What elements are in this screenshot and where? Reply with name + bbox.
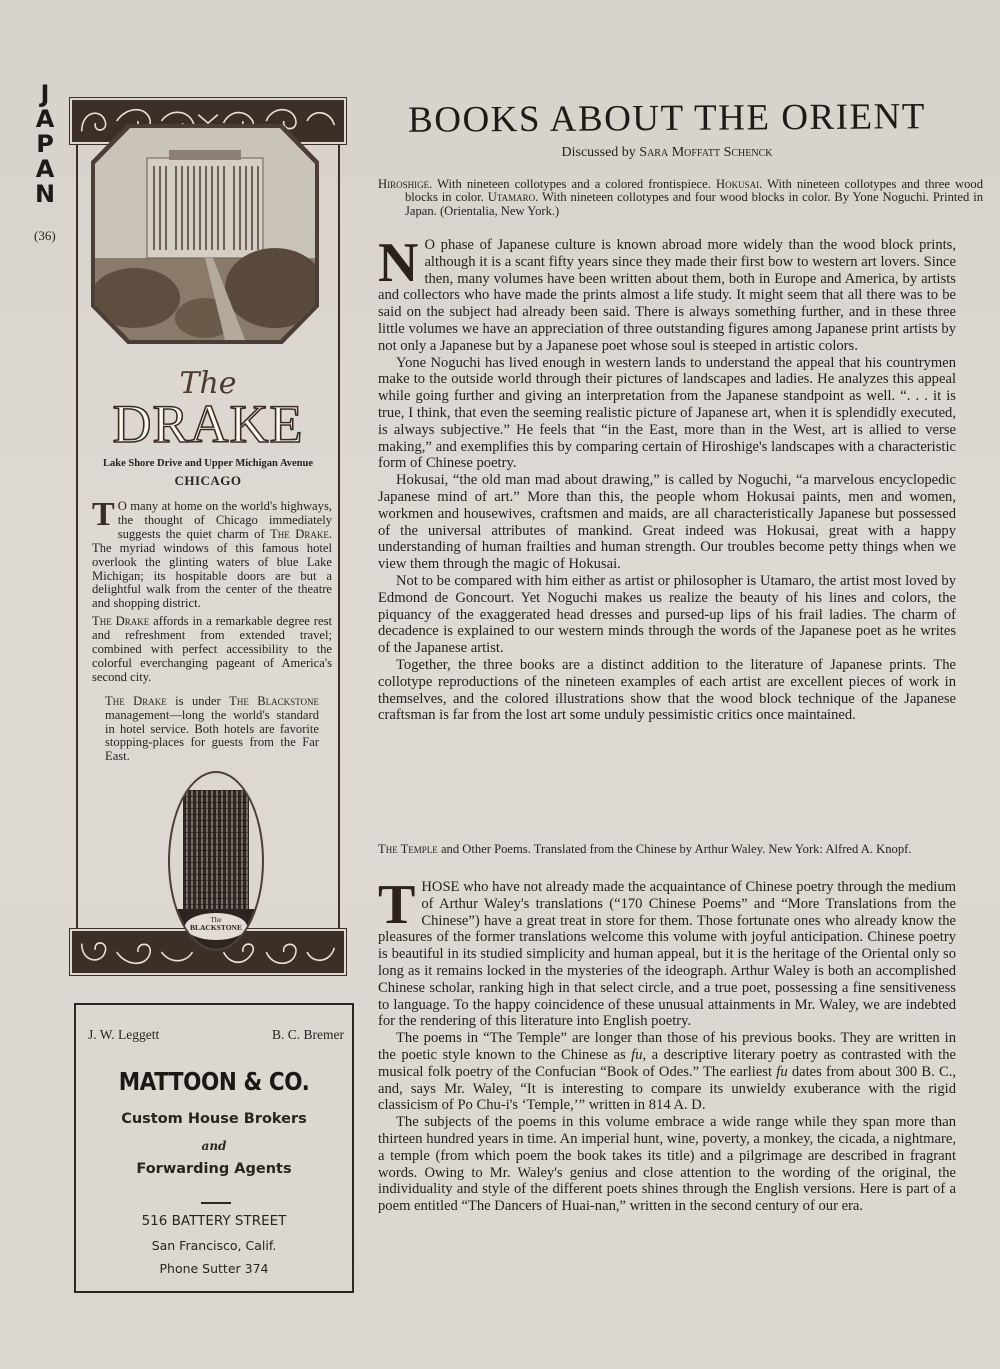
drake-city: CHICAGO <box>174 473 242 488</box>
review-paragraph: The subjects of the poems in this volume embrace a wide range while they span more than thirteen hundred years in time. An imperial hunt, wine, poverty, a monkey, the cicada, a nightmare, a temple (from which poem the book takes its title) and a pilgrimage are described in fragrant words. Owing to Mr. Waley's genius and close attention to the wording of the original, the individuality and style of the different poets shines through the English versions. Here is part of a poem entitled “The Dancers of Huai-nan,” written in the second century of our era. <box>378 1114 956 1215</box>
review-hiroshige-hokusai-utamaro <box>378 232 956 724</box>
text: management—long the world's standard in hotel service. Both hotels are favorite stopping-places for guests from the Far East. <box>105 707 319 764</box>
blackstone-nameplate <box>184 912 248 941</box>
running-head-letter: N <box>34 180 56 208</box>
text: O phase of Japanese culture is known abroad more widely than the wood block prints, although it is a scant fifty years since they made their first bow to western art lovers. Since then, many volumes have been written about them, both in Europe and America, by artists and collectors who have made the prints almost a life study. It might seem that all there was to be said on the subject had already been said. There is always something further, and in these three little volumes we have an appreciation of three outstanding figures among Japanese print artists by not only a Japanese but by a Japanese poet whose soul is steeped in artistic colors. <box>378 237 956 354</box>
term: fu <box>631 1046 643 1063</box>
divider <box>201 1202 231 1204</box>
article-title: BOOKS ABOUT THE ORIENT <box>407 96 927 141</box>
text: The <box>210 916 222 924</box>
drake-management-note <box>105 695 319 764</box>
book-citation <box>378 843 983 856</box>
book-title: Hokusai. <box>715 177 763 191</box>
review-paragraph: Hokusai, “the old man mad about drawing,” is called by Noguchi, “a marvelous encyclopedic Japanese mind of art.” More than this, the people whom Hokusai paints, men and women, workmen and housewives, craftsmen and maids, are all characteristically Japanese but possessed of the universal attributes of mankind. Great indeed was Hokusai, great with a happy understanding of human frailties and human strength. Our troubles become petty things when we view them through the magic of Hokusai. <box>378 472 956 573</box>
citation-text: and Other Poems. Translated from the Chinese by Arthur Waley. New York: Alfred A. Knopf. <box>437 842 912 856</box>
running-head-letter: J <box>40 80 50 108</box>
partner-name: J. W. Leggett <box>88 1027 160 1042</box>
review-paragraph: Yone Noguchi has lived enough in western lands to understand the appeal that his countrymen make to the outside world through their pictures of landscapes and ladies. He analyzes this appeal while going further and giving an interpretation from the Japanese standpoint as well. “. . . it is true, I think, that even the seeming realistic picture of Japanese art, when it is splendidly executed, is always subjective.” He feels that “in the East, more than in the West, art is allied to verse making,” and exemplifies this by comparing certain of Hiroshige's landscapes with a characteristic form of Chinese poetry. <box>378 354 956 472</box>
mattoon-co-ad <box>74 1003 354 1293</box>
hotel-name: The Blackstone <box>229 694 320 708</box>
text: is under <box>166 694 230 708</box>
service-line: Forwarding Agents <box>136 1161 292 1177</box>
text: O many at home on the world's highways, the thought of Chicago immediately suggests the quiet charm of <box>117 499 332 541</box>
drake-hotel-ad <box>68 98 348 975</box>
article-byline <box>378 145 956 161</box>
drop-cap: T <box>378 874 416 936</box>
drop-cap: N <box>378 232 419 294</box>
review-paragraph <box>378 874 956 1030</box>
drake-paragraph <box>92 496 332 611</box>
text: dates from about 300 B. C., and, says Mr. Waley, “It is interesting to compare its unwieldy exuberance with the rigid classicism of Po Chu-i's ‘Temple,’” written in 814 A. D. <box>378 1063 956 1114</box>
drake-hotel-photo <box>95 128 315 340</box>
book-citation <box>378 178 983 218</box>
hotel-name: The Drake <box>105 694 167 708</box>
hotel-name: The Drake <box>270 526 329 541</box>
partner-name: B. C. Bremer <box>272 1027 344 1042</box>
company-name: MATTOON & CO. <box>118 1067 310 1096</box>
partner-names <box>88 1027 344 1043</box>
text: Discussed by <box>561 145 640 160</box>
city: San Francisco, Calif. <box>151 1238 277 1253</box>
drop-cap: T <box>92 496 115 533</box>
running-head-letter: P <box>36 130 54 158</box>
review-paragraph: Together, the three books are a distinct addition to the literature of Japanese prints. The collotype reproductions of the nineteen examples of each artist are excellent pieces of work in themselves, and the colored illustrations show that the wood block technique of the Japanese craftsman is far from the lost art some unduly pessimistic critics once maintained. <box>378 656 956 724</box>
text: BLACKSTONE <box>190 923 242 932</box>
blackstone-hotel-photo <box>168 771 264 951</box>
service-line: Custom House Brokers <box>121 1111 307 1127</box>
text: affords in a remarkable degree rest and refreshment from extended travel; combined with perfect accessibility to the colorful everchanging pageant of America's second city. <box>92 614 332 684</box>
citation-text: With nineteen collotypes and three wood blocks in color. <box>405 177 983 205</box>
book-title: The Temple <box>378 842 438 856</box>
page-number: (36) <box>34 228 56 243</box>
review-paragraph: Not to be compared with him either as artist or philosopher is Utamaro, the artist most loved by Edmond de Goncourt. Yet Noguchi makes us realize the beauty of his lines and colors, the piquancy of the exaggerated head dresses and pursed-up lips of his frail ladies. The charm of decadence is explained to our western minds through the words of the Japanese poet as he writes of the Japanese artist. <box>378 572 956 657</box>
text: . The myriad windows of this famous hotel overlook the glinting waters of blue Lake Michigan; its hospitable doors are but a delightful walk from the center of the theatre and shopping district. <box>92 526 332 611</box>
review-paragraph <box>378 1030 956 1114</box>
drake-address: Lake Shore Drive and Upper Michigan Avenue <box>102 458 313 469</box>
ad-frame-line <box>76 138 78 935</box>
phone: Phone Sutter 374 <box>159 1261 269 1276</box>
running-head-letter: A <box>35 155 55 183</box>
text: The poems in “The Temple” are longer than those of his previous books. They are written in the poetic style known to the Chinese as <box>378 1030 956 1063</box>
drake-name: DRAKE <box>112 394 304 454</box>
running-head-letter: A <box>35 105 55 133</box>
drake-copy <box>92 496 332 685</box>
drake-paragraph <box>92 615 332 685</box>
running-head-japan <box>30 82 60 207</box>
author-name: Sara Moffatt Schenck <box>639 145 773 160</box>
drake-the-script: The <box>179 366 237 401</box>
ad-frame-line <box>338 138 340 935</box>
text: , a descriptive literary poetry as contrasted with the musical folk poetry of the Confucian “Book of Odes.” The earliest <box>378 1046 956 1080</box>
book-title: Utamaro. <box>487 190 539 205</box>
citation-text: With nineteen collotypes and four wood blocks in color. By Yone Noguchi. Printed in Japan. (Orientalia, New York.) <box>405 190 984 218</box>
review-the-temple <box>378 874 956 1215</box>
text: HOSE who have not already made the acquaintance of Chinese poetry through the medium of Arthur Waley's translations (“170 Chinese Poems” and “More Translations from the Chinese”) have a great treat in store for them. Those fortunate ones who already know the pleasures of the former translations welcome this volume with joyful anticipation. Chinese poetry is beautiful in its studied simplicity and human appeal, but it is the heritage of the Oriental only so long as it remains locked in the mysteries of the ideograph. Arthur Waley is both an accomplished Chinese scholar, ranking high in that select circle, and a true poet, possessing a fine sensitiveness to language. To the happy coincidence of these unusual attainments in Mr. Waley, we are indebted for the rendering of this literature into English poetry. <box>378 879 956 1030</box>
citation-text: With nineteen collotypes and a colored frontispiece. <box>432 177 716 191</box>
term: fu <box>776 1063 788 1080</box>
review-paragraph <box>378 232 956 355</box>
blackstone-building-icon <box>183 790 249 910</box>
street-address: 516 BATTERY STREET <box>141 1213 287 1229</box>
conjunction: and <box>201 1139 227 1153</box>
hotel-name: The Drake <box>92 614 150 629</box>
book-title: Hiroshige. <box>378 177 433 191</box>
